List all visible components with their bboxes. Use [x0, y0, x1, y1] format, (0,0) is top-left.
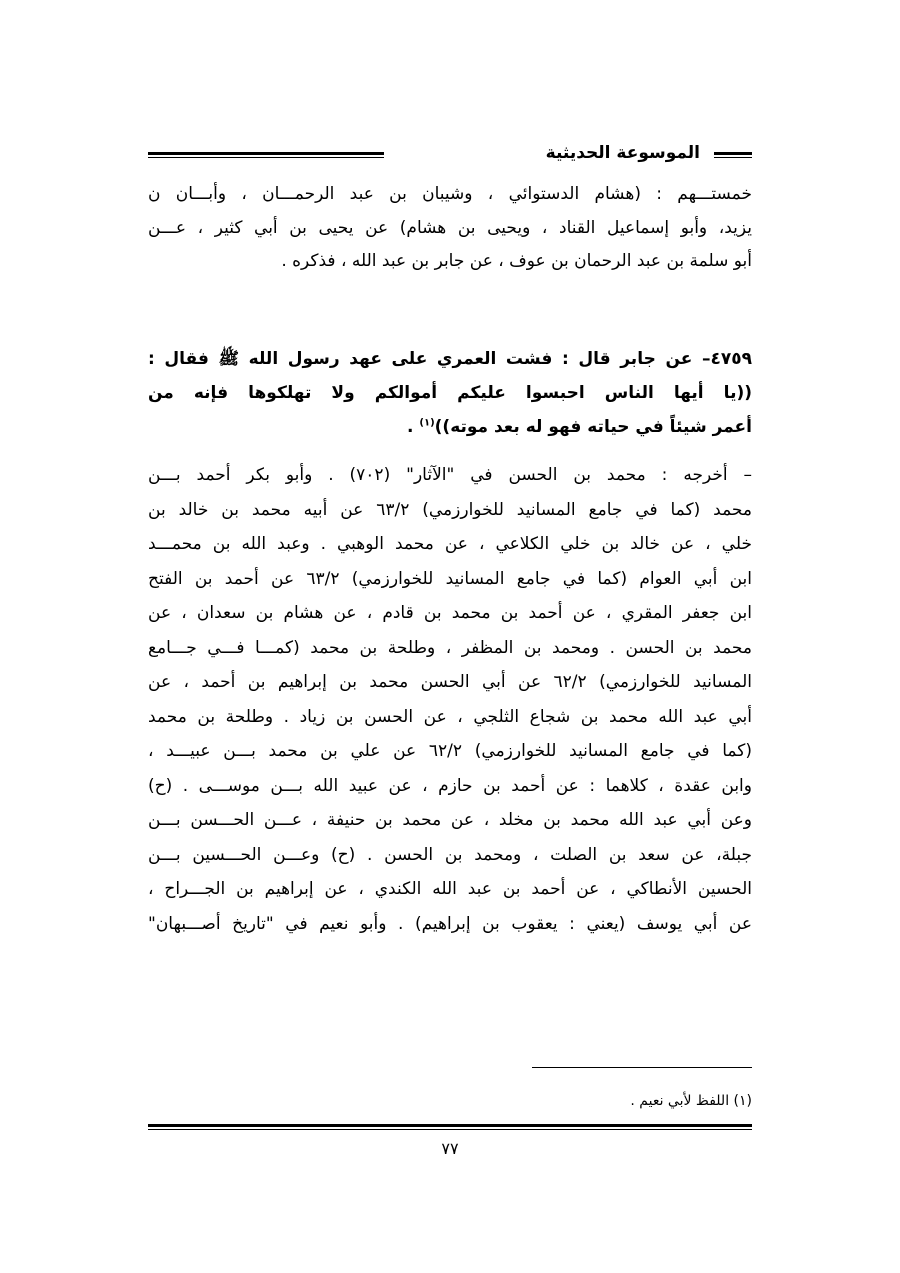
hadith-line-text: أعمر شيئاً في حياته فهو له بعد موته)): [434, 417, 752, 437]
header-title: الموسوعة الحديثية: [545, 143, 700, 163]
intro-paragraph: [148, 178, 752, 279]
text-line: الحسين الأنطاكي ، عن أحمد بن عبد الله الكندي ، عن إبراهيم بن الجـــراح ،: [148, 879, 752, 899]
footnote: (١) اللفظ لأبي نعيم .: [630, 1093, 752, 1109]
footnote-separator: [532, 1067, 752, 1068]
text-line: أبو سلمة بن عبد الرحمان بن عوف ، عن جابر بن عبد الله ، فذكره .: [281, 251, 752, 271]
text-line: يزيد، وأبو إسماعيل القناد ، ويحيى بن هشام) عن يحيى بن أبي كثير ، عـــن: [148, 217, 752, 238]
hadith-line: ((يا أيها الناس احبسوا عليكم أموالكم ولا تهلكوها فإنه من: [148, 383, 752, 403]
text-line: ابن أبي العوام (كما في جامع المسانيد للخوارزمي) ٦٣/٢ عن أحمد بن الفتح: [148, 568, 752, 589]
footer-rule: [148, 1124, 752, 1130]
footnote-marker: (١): [419, 417, 435, 429]
text-line: جبلة، عن سعد بن الصلت ، ومحمد بن الحسن . (ح) وعـــن الحـــسين بـــن: [148, 844, 752, 865]
text-line: وعن أبي عبد الله محمد بن مخلد ، عن محمد بن حنيفة ، عـــن الحـــسن بـــن: [148, 810, 752, 830]
text-line: ابن جعفر المقري ، عن أحمد بن محمد بن قادم ، عن هشام بن سعدان ، عن: [148, 603, 752, 623]
header-rule-right: [714, 152, 752, 158]
text-line: محمد (كما في جامع المسانيد للخوارزمي) ٦٣/٢ عن أبيه محمد بن خالد بن: [148, 499, 752, 520]
running-header: [148, 142, 752, 172]
text-line: عن أبي يوسف (يعني : يعقوب بن إبراهيم) . وأبو نعيم في "تاريخ أصـــبهان": [148, 913, 752, 934]
text-line: محمد بن الحسن . ومحمد بن المظفر ، وطلحة بن محمد (كمـــا فـــي جـــامع: [148, 637, 752, 658]
text-line: – أخرجه : محمد بن الحسن في "الآثار" (٧٠٢) . وأبو بكر أحمد بـــن: [148, 465, 752, 485]
text-line: (كما في جامع المسانيد للخوارزمي) ٦٢/٢ عن علي بن محمد بـــن عبيـــد ،: [148, 741, 752, 761]
text-line: المسانيد للخوارزمي) ٦٢/٢ عن أبي الحسن محمد بن إبراهيم بن أحمد ، عن: [148, 672, 752, 692]
hadith-line-end: .: [407, 417, 420, 437]
hadith-line: ٤٧٥٩– عن جابر قال : فشت العمري على عهد رسول الله ﷺ فقال :: [148, 349, 752, 369]
text-line: وابن عقدة ، كلاهما : عن أحمد بن حازم ، عن عبيد الله بـــن موســـى . (ح): [148, 775, 752, 796]
hadith-text: [148, 342, 752, 444]
header-rule-left: [148, 152, 384, 158]
hadith-line-last: [148, 410, 752, 444]
text-line: أبي عبد الله محمد بن شجاع الثلجي ، عن الحسن بن زياد . وطلحة بن محمد: [148, 706, 752, 727]
text-line: خلي ، عن خالد بن خلي الكلاعي ، عن محمد الوهبي . وعبد الله بن محمـــد: [148, 534, 752, 554]
takhrij-paragraph: [148, 458, 752, 941]
text-line: خمستـــهم : (هشام الدستوائي ، وشيبان بن عبد الرحمـــان ، وأبـــان ن: [148, 184, 752, 204]
page-number: ٧٧: [441, 1139, 459, 1158]
